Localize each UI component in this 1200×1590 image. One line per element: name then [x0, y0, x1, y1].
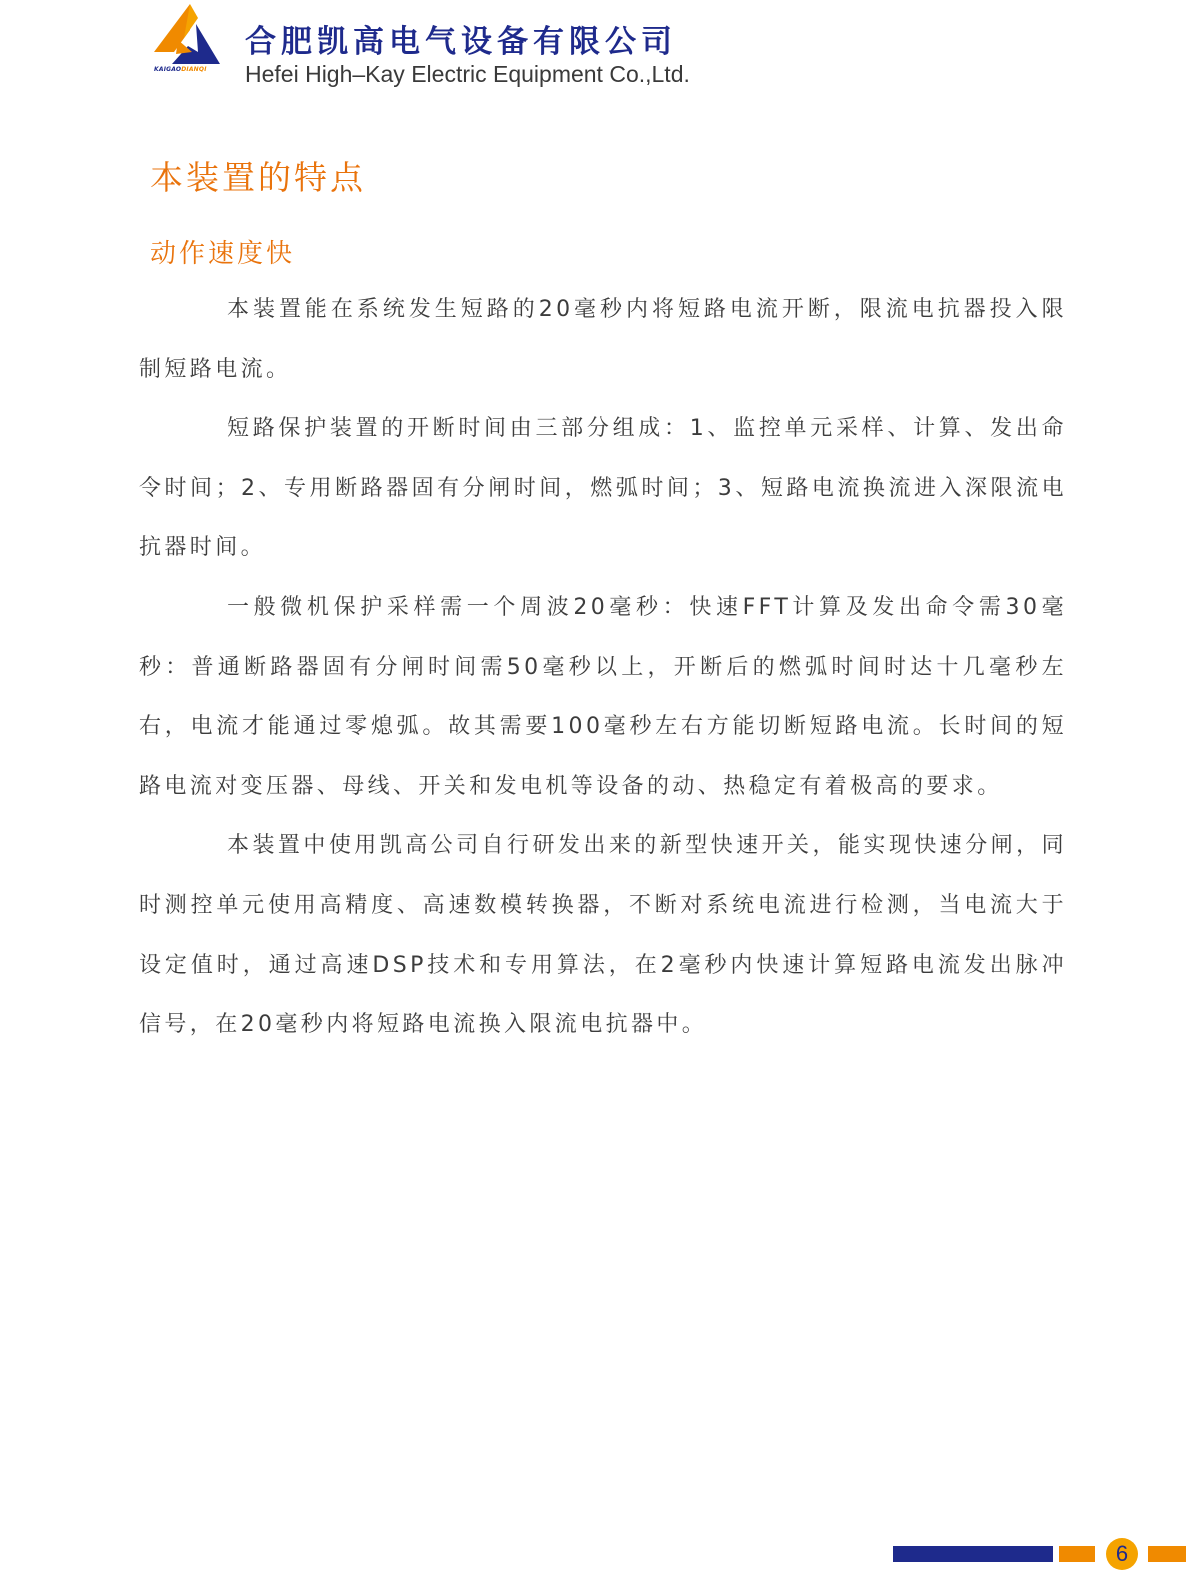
page-header: [150, 2, 850, 92]
paragraph: 短路保护装置的开断时间由三部分组成：1、监控单元采样、计算、发出命令时间；2、专用断路器固有分闸时间，燃弧时间；3、短路电流换流进入深限流电抗器时间。: [139, 416, 1067, 561]
sub-title: 动作速度快: [150, 239, 296, 269]
body-text: [139, 280, 1067, 1055]
company-logo-icon: [154, 2, 224, 80]
section-title: 本装置的特点: [150, 158, 366, 197]
page-number: 6: [1106, 1538, 1138, 1570]
company-name-english: Hefei High–Kay Electric Equipment Co.,Ltd.: [245, 61, 690, 87]
footer-blue-bar: [893, 1546, 1053, 1562]
company-name-chinese: 合肥凯高电气设备有限公司: [245, 24, 677, 60]
paragraph: 本装置中使用凯高公司自行研发出来的新型快速开关，能实现快速分闸，同时测控单元使用高精度、高速数模转换器，不断对系统电流进行检测，当电流大于设定值时，通过高速DSP技术和专用算法，在2毫秒内快速计算短路电流发出脉冲信号，在20毫秒内将短路电流换入限流电抗器中。: [139, 833, 1067, 1038]
paragraph: 本装置能在系统发生短路的20毫秒内将短路电流开断，限流电抗器投入限制短路电流。: [139, 297, 1067, 382]
footer-orange-bar: [1059, 1546, 1095, 1562]
page-footer: [0, 1540, 1200, 1590]
paragraph: 一般微机保护采样需一个周波20毫秒：快速FFT计算及发出命令需30毫秒：普通断路器固有分闸时间需50毫秒以上，开断后的燃弧时间时达十几毫秒左右，电流才能通过零熄弧。故其需要100毫秒左右方能切断短路电流。长时间的短路电流对变压器、母线、开关和发电机等设备的动、热稳定有着极高的要求。: [139, 594, 1067, 799]
logo-wordmark: KAIGAODIANQI: [154, 66, 207, 73]
footer-orange-bar-right: [1148, 1546, 1186, 1562]
